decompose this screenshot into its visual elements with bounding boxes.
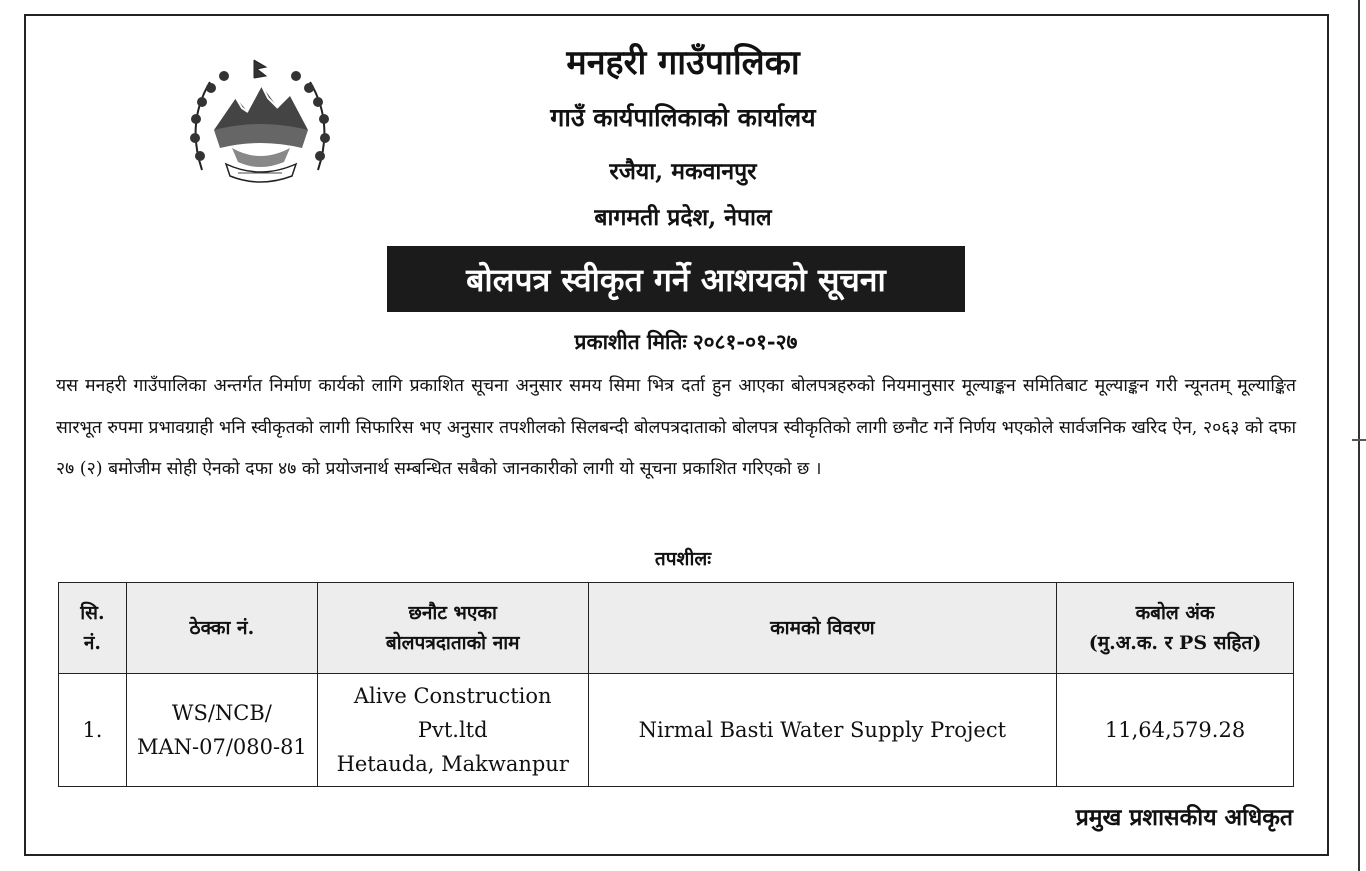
col-header-description: कामको विवरण <box>588 583 1056 674</box>
schedule-label: तपशीलः <box>654 548 712 570</box>
cell-contract-line1: WS/NCB/ <box>171 701 272 725</box>
published-date-label: प्रकाशीत मितिः <box>574 329 687 354</box>
table-row <box>59 674 1294 787</box>
col-header-bidder <box>317 583 588 674</box>
col-header-sn <box>59 583 127 674</box>
cell-bidder-line1: Alive Construction Pvt.ltd <box>353 684 552 742</box>
cell-amount: 11,64,579.28 <box>1057 674 1294 787</box>
col-header-contract: ठेक्का नं. <box>126 583 317 674</box>
table-header-row <box>59 583 1294 674</box>
published-date-line <box>0 328 1366 356</box>
office-name: गाउँ कार्यपालिकाको कार्यालय <box>550 103 816 132</box>
col-header-sn-line2: नं. <box>83 632 102 654</box>
province-text: बागमती प्रदेश, नेपाल <box>594 204 772 231</box>
cell-contract <box>126 674 317 787</box>
cell-sn: 1. <box>59 674 127 787</box>
signatory-title: प्रमुख प्रशासकीय अधिकृत <box>1075 804 1293 831</box>
notice-title: बोलपत्र स्वीकृत गर्ने आशयको सूचना <box>387 246 965 312</box>
col-header-amount <box>1057 583 1294 674</box>
location-text: रजैया, मकवानपुर <box>609 158 757 185</box>
col-header-sn-line1: सि. <box>80 602 105 624</box>
org-name: मनहरी गाउँपालिका <box>566 43 800 83</box>
col-header-amount-line1: कबोल अंक <box>1135 602 1215 624</box>
award-table <box>58 582 1294 787</box>
col-header-bidder-line2: बोलपत्रदाताको नाम <box>385 632 520 654</box>
notice-body: यस मनहरी गाउँपालिका अन्तर्गत निर्माण कार्यको लागि प्रकाशित सूचना अनुसार समय सिमा भित्र दर्ता हुन आएका बोलपत्रहरुको नियमानुसार मूल्याङ्कन समितिबाट मूल्याङ्कन गरी न्यूनतम् मूल्याङ्कित सारभूत रुपमा प्रभावग्राही भनि स्वीकृतको लागी सिफारिस भए अनुसार तपशीलको सिलबन्दी बोलपत्रदाताको बोलपत्र स्वीकृतिको लागी छनौट गर्ने निर्णय भएकोले सार्वजनिक खरिद ऐन, २०६३ को दफा २७ (२) बमोजीम सोही ऐनको दफा ४७ को प्रयोजनार्थ सम्बन्धित सबैको जानकारीको लागी यो सूचना प्रकाशित गरिएको छ । <box>56 376 1296 479</box>
published-date-value: २०८१-०१-२७ <box>692 329 798 354</box>
col-header-amount-line2: (मु.अ.क. र PS सहित) <box>1088 632 1262 654</box>
cell-contract-line2: MAN-07/080-81 <box>136 735 307 759</box>
page-edge-tick <box>1352 439 1366 441</box>
cell-description: Nirmal Basti Water Supply Project <box>588 674 1056 787</box>
cell-bidder-line2: Hetauda, Makwanpur <box>336 752 569 776</box>
cell-bidder <box>317 674 588 787</box>
col-header-bidder-line1: छनौट भएका <box>408 602 497 624</box>
